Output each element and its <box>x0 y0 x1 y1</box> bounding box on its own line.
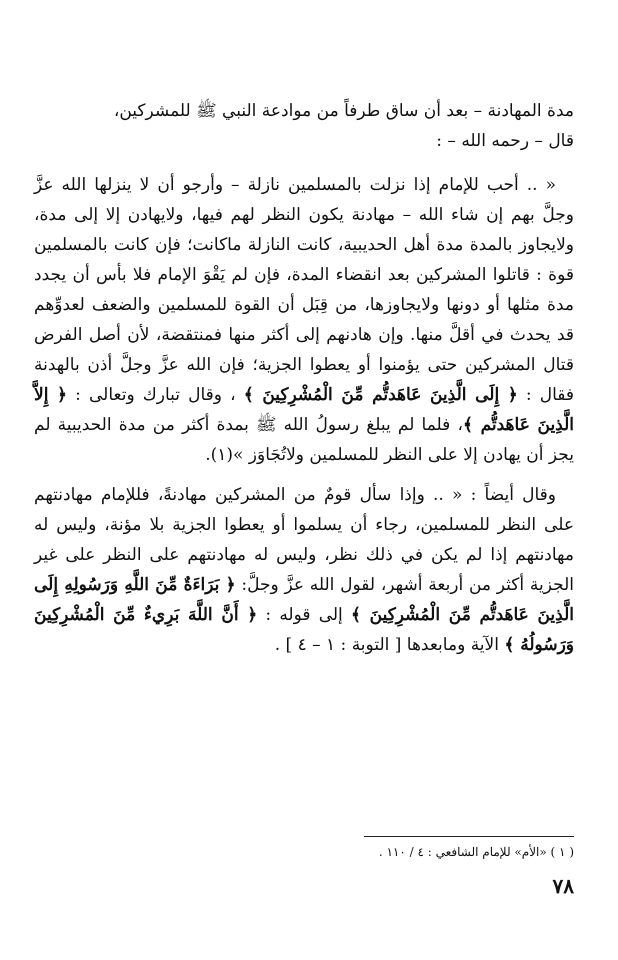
quote2-verse-2: ﴿ أَنَّ اللَّهَ بَرِيءٌ مِّنَ الْمُشْرِكِينَ وَرَسُولُهُ ﴾ <box>34 605 574 655</box>
intro-line-2: قال – رحمه الله – : <box>436 131 574 151</box>
footnote: ( ١ ) «الأم» للإمام الشافعي : ٤ / ١١٠ . <box>378 845 574 859</box>
quote2-text-3: الآية ومابعدها [ التوبة : ١ – ٤ ] . <box>274 635 499 655</box>
quote2-text-2: إلى قوله : <box>265 605 343 625</box>
quote1-text-3: ، فلما لم يبلغ رسولُ الله ﷺ بمدة أكثر من مدة الحديبية لم يجز أن يهادن إلا على النظر للمسلمين ولاتُجَاوَز »(١). <box>34 415 574 465</box>
quote1-text-1: « .. أحب للإمام إذا نزلت بالمسلمين نازلة – وأرجو أن لا ينزلها الله عزَّ وجلَّ بهم إن شاء الله – مهادنة يكون النظر لهم فيها، ولايهادن إلا إلى مدة، ولايجاوز بالمدة مدة أهل الحديبية، كانت النازلة ماكانت؛ فإن كانت بالمسلمين قوة : قاتلوا المشركين بعد انقضاء المدة، فإن لم يَقْوَ الإمام فلا بأس أن يجدد مدة مثلها أو دونها ولايجاوزها، من قِبَل أن القوة للمسلمين والضعف لعدوِّهم قد يحدث في أقلَّ منها. وإن هادنهم إلى أكثر منها فمنتقضة، لأن أصل الفرض قتال المشركين حتى يؤمنوا أو يعطوا الجزية؛ فإن الله عزَّ وجلَّ أذن بالهدنة فقال : <box>34 175 575 405</box>
footnote-divider <box>364 836 574 837</box>
quote1-text-2: ، وقال تبارك وتعالى : <box>75 385 236 405</box>
quote2-verse-1: ﴿ بَرَاءَةٌ مِّنَ اللَّهِ وَرَسُولِهِ إِلَى الَّذِينَ عَاهَدتُّم مِّنَ الْمُشْرِكِينَ ﴾ <box>34 575 574 625</box>
intro-line-1: مدة المهادنة – بعد أن ساق طرفاً من موادعة النبي ﷺ للمشركين، <box>113 101 574 121</box>
page-number: ٧٨ <box>552 874 574 898</box>
intro-paragraph <box>34 96 574 156</box>
quote1-verse-1: ﴿ إِلَى الَّذِينَ عَاهَدتُّم مِّنَ الْمُشْرِكِينَ ﴾ <box>243 385 518 405</box>
quote-paragraph-1 <box>34 170 574 470</box>
main-text <box>34 96 574 660</box>
quote1-verse-2: ﴿ إِلاَّ الَّذِينَ عَاهَدتُّم ﴾ <box>34 385 574 435</box>
quote2-text-1: وقال أيضاً : « .. وإذا سأل قومٌ من المشركين مهادنةً، فللإمام مهادنتهم على النظر للمسلمين، رجاء أن يسلموا أو يعطوا الجزية بلا مؤنة، وليس له مهادنتهم إذا لم يكن في ذلك نظر، وليس له مهادنتهم على النظر على غير الجزية أكثر من أربعة أشهر، لقول الله عزَّ وجلَّ: <box>34 485 574 595</box>
quote-paragraph-2 <box>34 480 574 660</box>
